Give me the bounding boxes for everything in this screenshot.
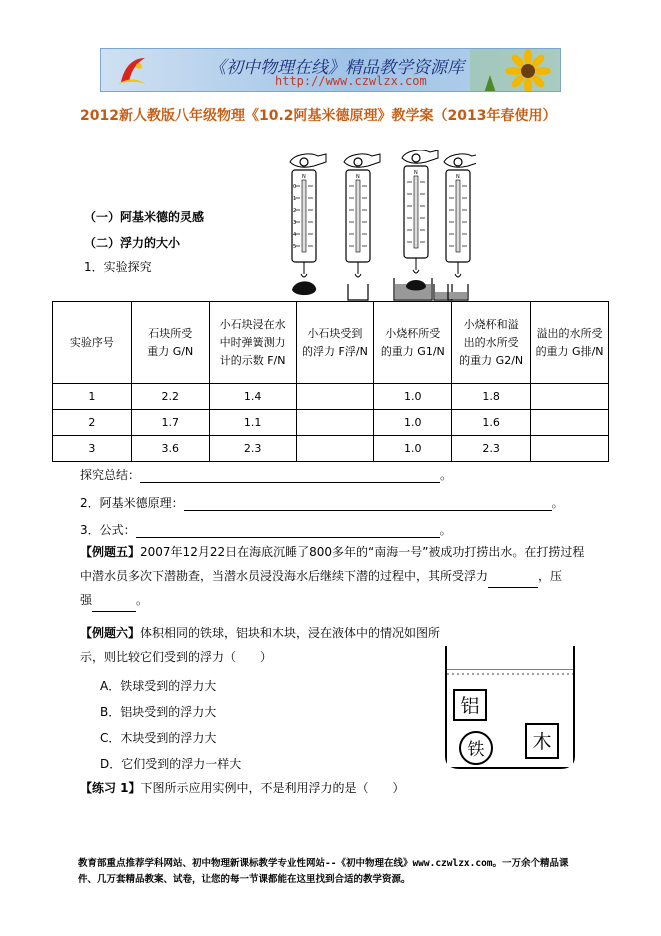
principle-label: 2．阿基米德原理： <box>80 496 184 510</box>
liquid-container-figure <box>440 644 580 774</box>
experiment-label: 1．实验探究 <box>84 260 152 274</box>
spring-scale-2 <box>344 154 380 300</box>
table-cell: 1.6 <box>452 410 531 436</box>
summary-blank[interactable] <box>140 470 440 483</box>
example-text: ，压 <box>538 569 563 583</box>
example-tag: 【例题五】 <box>80 545 141 559</box>
site-logo-icon <box>115 54 149 88</box>
aluminum-label: 铝 <box>460 695 480 717</box>
table-cell: 2.3 <box>209 436 296 462</box>
page-footer <box>78 856 598 888</box>
formula-blank[interactable] <box>136 525 440 538</box>
table-header-cell: 小石块受到 的浮力 F浮/N <box>296 302 374 384</box>
table-cell-blank[interactable] <box>296 436 374 462</box>
table-cell: 2 <box>53 410 132 436</box>
iron-label: 铁 <box>467 740 485 760</box>
footer-line: 件、几万套精品教案、试卷，让您的每一节课都能在这里找到合适的教学资源。 <box>78 874 411 885</box>
option-d[interactable]: D．它们受到的浮力一样大 <box>100 757 242 771</box>
table-header-cell: 石块所受 重力 G/N <box>131 302 209 384</box>
table-header-row <box>53 302 609 384</box>
period: 。 <box>440 468 453 482</box>
scale-tick-label: 1 <box>293 196 297 202</box>
spring-scale-4 <box>444 154 476 300</box>
summary-row <box>80 466 452 483</box>
option-c[interactable]: C．木块受到的浮力大 <box>100 731 217 745</box>
table-cell: 3 <box>53 436 132 462</box>
table-cell: 2.2 <box>131 384 209 410</box>
table-cell-blank[interactable] <box>531 410 609 436</box>
table-cell: 1.8 <box>452 384 531 410</box>
example-text: 示，则比较它们受到的浮力（ ） <box>80 650 273 664</box>
footer-line: 教育部重点推荐学科网站、初中物理新课标教学专业性网站--《初中物理在线》www.czwlzx.com。一万余个精品课 <box>78 858 569 869</box>
option-b[interactable]: B．铝块受到的浮力大 <box>100 705 217 719</box>
scale-tick-label: 5 <box>293 244 297 250</box>
summary-label: 探究总结： <box>80 468 141 482</box>
practice-text: 下图所示应用实例中，不是利用浮力的是（ ） <box>140 781 405 795</box>
example-6 <box>80 621 450 669</box>
table-cell-blank[interactable] <box>296 384 374 410</box>
header-banner <box>100 48 561 92</box>
sunflower-icon <box>470 49 560 92</box>
wood-label: 木 <box>532 731 552 753</box>
table-cell: 1.0 <box>374 384 452 410</box>
table-cell: 1.0 <box>374 436 452 462</box>
table-cell: 1 <box>53 384 132 410</box>
section-heading-2: （二）浮力的大小 <box>84 236 181 250</box>
table-cell: 2.3 <box>452 436 531 462</box>
example-5 <box>80 540 600 612</box>
example-text: 2007年12月22日在海底沉睡了800多年的“南海一号”被成功打捞出水。在打捞过程 <box>140 545 585 559</box>
principle-blank[interactable] <box>184 498 552 511</box>
table-row <box>53 384 609 410</box>
table-header-cell: 小烧杯和溢 出的水所受 的重力 G2/N <box>452 302 531 384</box>
document-title: 2012新人教版八年级物理《10.2阿基米德原理》教学案（2013年春使用） <box>80 108 557 124</box>
option-a[interactable]: A．铁球受到的浮力大 <box>100 679 217 693</box>
table-header-cell: 溢出的水所受 的重力 G排/N <box>531 302 609 384</box>
scale-tick-label: 2 <box>293 208 297 214</box>
table-header-cell: 小石块浸在水 中时弹簧测力 计的示数 F/N <box>209 302 296 384</box>
period: 。 <box>551 496 564 510</box>
example-text: 体积相同的铁球，铝块和木块，浸在液体中的情况如图所 <box>140 626 441 640</box>
scale-letter: N <box>456 174 460 180</box>
table-cell: 1.1 <box>209 410 296 436</box>
table-header-cell: 实验序号 <box>53 302 132 384</box>
table-cell: 3.6 <box>131 436 209 462</box>
scale-tick-label: 3 <box>293 220 297 226</box>
scale-letter: N <box>356 174 360 180</box>
formula-label: 3．公式： <box>80 523 136 537</box>
table-header-cell: 小烧杯所受 的重力 G1/N <box>374 302 452 384</box>
table-cell: 1.7 <box>131 410 209 436</box>
spring-scale-3 <box>394 150 452 300</box>
table-row <box>53 436 609 462</box>
banner-url: http://www.czwlzx.com <box>275 74 427 88</box>
section-heading-1: （一）阿基米德的灵感 <box>84 210 205 224</box>
scale-tick-label: 4 <box>293 232 297 238</box>
pressure-blank[interactable] <box>92 599 136 612</box>
table-cell: 1.0 <box>374 410 452 436</box>
practice-tag: 【练习 1】 <box>80 781 141 795</box>
table-row <box>53 410 609 436</box>
example-text: 强 <box>80 593 93 607</box>
example-text: 中潜水员多次下潜勘查，当潜水员浸没海水后继续下潜的过程中，其所受浮力 <box>80 569 489 583</box>
buoyancy-blank[interactable] <box>488 575 538 588</box>
example-text: 。 <box>136 593 149 607</box>
table-cell-blank[interactable] <box>296 410 374 436</box>
formula-row <box>80 521 452 538</box>
example-tag: 【例题六】 <box>80 626 141 640</box>
table-cell-blank[interactable] <box>531 384 609 410</box>
scale-letter: N <box>414 170 418 176</box>
table-cell: 1.4 <box>209 384 296 410</box>
practice-1 <box>80 776 405 800</box>
experiment-table <box>52 301 609 462</box>
table-cell-blank[interactable] <box>531 436 609 462</box>
period: 。 <box>439 523 452 537</box>
spring-scale-experiment-figure <box>282 150 476 302</box>
scale-letter: N <box>302 174 306 180</box>
principle-row <box>80 494 564 511</box>
scale-tick-label: 0 <box>293 184 297 190</box>
banner-slogan: 《初中物理在线》精品教学资源库 <box>209 58 464 78</box>
